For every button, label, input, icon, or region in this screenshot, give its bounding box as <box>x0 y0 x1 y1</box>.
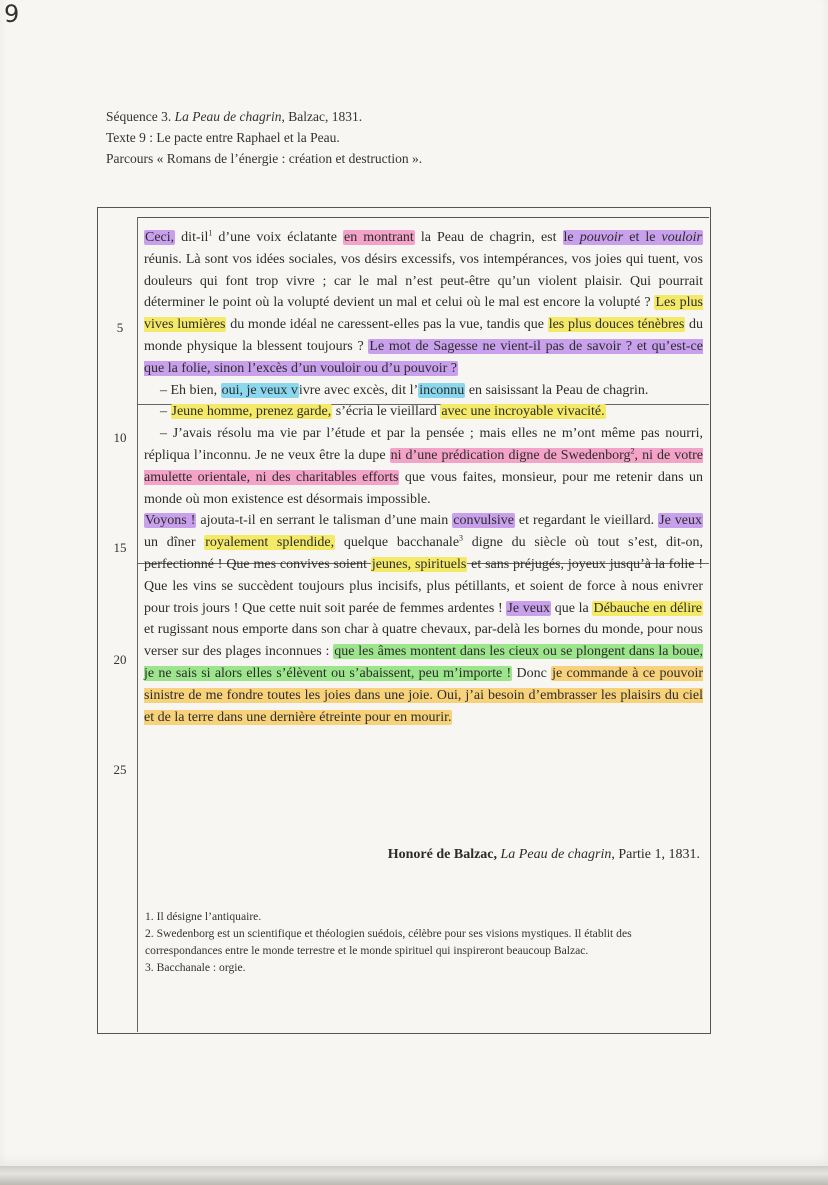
highlight: Débauche en délire <box>593 600 702 616</box>
line-number: 15 <box>113 540 127 555</box>
footnotes <box>145 908 703 976</box>
footnote: 1. Il désigne l’antiquaire. <box>145 910 262 923</box>
passage-text <box>144 227 703 728</box>
page-bottom-edge <box>0 1166 828 1185</box>
paragraph: – J’avais résolu ma vie par l’étude et par la pensée ; mais elles ne m’ont même pas nourri, répliqua l’inconnu. Je ne veux être la dupe ni d’une prédication digne de Swedenborg$^2$, ni de votre amulette orientale, ni des charitables efforts que vous faites, monsieur, pour me retenir dans un monde où mon existence est désormais impossible. <box>144 426 703 507</box>
footnote: 2. Swedenborg est un scientifique et théologien suédois, célèbre pour ses visions mystiques. Il établit des correspondances entre le monde terrestre et le monde spirituel qui inspireront beaucoup Balzac. <box>145 927 632 957</box>
highlight: inconnu <box>419 382 465 398</box>
line-number: 10 <box>113 430 127 445</box>
highlight: je commande à ce pouvoir sinistre de me fondre toutes les joies dans une joie. Oui, j’ai besoin d’embrasser les plaisirs du ciel et de la terre dans une dernière étreinte pour en mourir. <box>144 665 703 725</box>
highlight: Le mot de Sagesse ne vient-il pas de savoir ? et qu’est-ce que la folie, sinon l’excès d’un vouloir ou d’u pouvoir ? <box>144 338 703 376</box>
highlight: Je veux <box>507 600 551 616</box>
highlight: que les âmes montent dans les cieux ou se plongent dans la boue, je ne sais si alors elles s’élèvent ou s’abaissent, peu m’importe ! <box>144 644 703 681</box>
highlight: en montrant <box>344 230 414 245</box>
header-sequence-line: Séquence 3. La Peau de chagrin, Balzac, 1831. <box>106 109 363 124</box>
line-number: 5 <box>116 320 124 335</box>
highlight: avec une incroyable vivacité. <box>441 404 605 420</box>
highlight: oui, je veux v <box>221 382 298 398</box>
highlight: ni d’une prédication digne de Swedenborg$^2$, ni de votre amulette orientale, ni des charitables efforts <box>144 446 703 485</box>
footnote: 3. Bacchanale : orgie. <box>145 961 246 974</box>
highlight: convulsive <box>453 513 514 529</box>
highlight: Voyons ! <box>145 513 196 529</box>
header-text-line: Texte 9 : Le pacte entre Raphael et la Peau. <box>106 130 340 145</box>
highlight: Les plus vives lumières <box>144 295 703 333</box>
paragraph: – Jeune homme, prenez garde, s’écria le vieillard avec une incroyable vivacité. <box>160 404 605 420</box>
paragraph: Ceci, dit-$il^1$ d’une voix éclatante en montrant la Peau de chagrin, est le pouvoir et le vouloir réunis. Là sont vos idées sociales, vos désirs excessifs, vos intempérances, vos joies qui tuent, vos douleurs qui font trop vivre ; car le mal n’est peut-être qu’un violent plaisir. Qui pourrait déterminer le point où la volupté devient un mal et celui où le mal est encore la volupté ? Les plus vives lumières du monde idéal ne caressent-elles pas la vue, tandis que les plus douces ténèbres du monde physique la blessent toujours ? Le mot de Sagesse ne vient-il pas de savoir ? et qu’est-ce que la folie, sinon l’excès d’un vouloir ou d’u pouvoir ? <box>144 228 704 376</box>
header-parcours-line: Parcours « Romans de l’énergie : création et destruction ». <box>106 151 423 166</box>
highlight: royalement splendide, <box>205 535 335 551</box>
page-number: 9 <box>4 0 20 28</box>
frame-inner-top <box>137 217 709 218</box>
line-number: 25 <box>113 762 127 777</box>
highlight: le pouvoir et le vouloir <box>563 230 702 245</box>
highlight: Ceci, <box>145 230 175 245</box>
highlight: les plus douces ténèbres <box>548 317 685 333</box>
highlight: Jeune homme, prenez garde, <box>171 404 332 420</box>
line-number: 20 <box>113 652 127 667</box>
source-citation: Honoré de Balzac, La Peau de chagrin, Partie 1, 1831. <box>387 847 700 862</box>
document-header <box>106 106 422 169</box>
line-number-gutter <box>137 217 138 1032</box>
paragraph: Voyons ! ajouta-t-il en serrant le talisman d’une main convulsive et regardant le vieillard. Je veux un dîner royalement splendide, quelque bacchanale$^3$ digne du siècle où tout s’est, dit-on, perfectionné ! Que mes convives soient jeunes, spirituels et sans préjugés, joyeux jusqu’à la folie ! Que les vins se succèdent toujours plus incisifs, plus pétillants, et soient de force à nous enivrer pour trois jours ! Que cette nuit soit parée de femmes ardentes ! Je veux que la Débauche en délire et rugissant nous emporte dans son char à quatre chevaux, par-delà les bornes du monde, pour nous verser sur des plages inconnues : que les âmes montent dans les cieux ou se plongent dans la boue, je ne sais si alors elles s’élèvent ou s’abaissent, peu m’importe ! Donc je commande à ce pouvoir sinistre de me fondre toutes les joies dans une joie. Oui, j’ai besoin d’embrasser les plaisirs du ciel et de la terre dans une dernière étreinte pour en mourir. <box>144 513 703 725</box>
paragraph: – Eh bien, oui, je veux vivre avec excès, dit l’inconnu en saisissant la Peau de chagrin. <box>160 382 649 398</box>
highlight: jeunes, spirituels <box>371 556 467 572</box>
header-book-title: La Peau de chagrin <box>174 109 282 124</box>
highlight: Je veux <box>659 513 702 529</box>
